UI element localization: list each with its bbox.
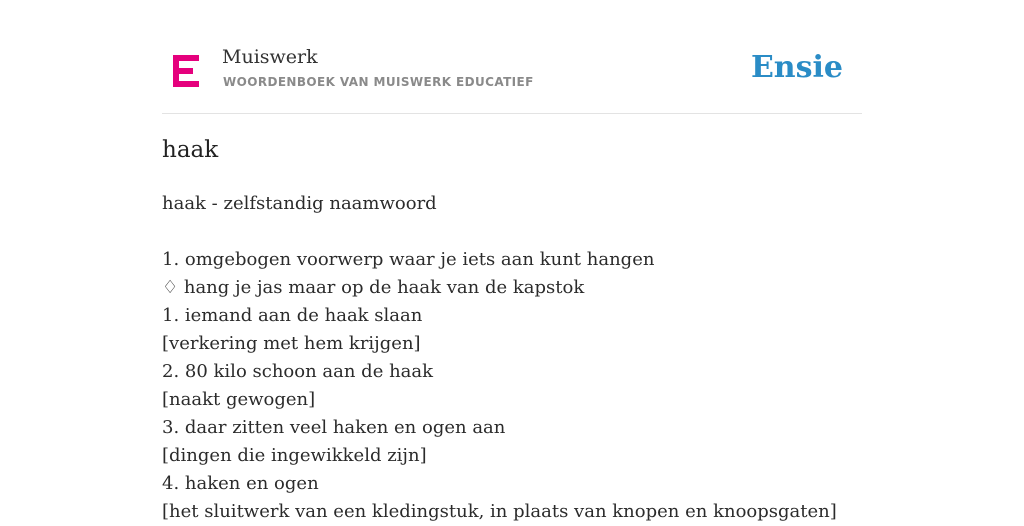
entry-line: ♢ hang je jas maar op de haak van de kapstok (162, 277, 585, 298)
entry-line: [dingen die ingewikkeld zijn] (162, 445, 427, 466)
logo-top-bar (173, 55, 199, 61)
page-title: haak (162, 137, 219, 163)
entry-body (162, 190, 862, 526)
part-of-speech-line: haak - zelfstandig naamwoord (162, 193, 437, 214)
entry-line: 1. omgebogen voorwerp waar je iets aan kunt hangen (162, 249, 655, 270)
spacer (162, 218, 862, 246)
page-container (162, 0, 862, 522)
entry-line: 1. iemand aan de haak slaan (162, 305, 423, 326)
logo-bottom-bar (173, 81, 199, 87)
site-name[interactable]: Muiswerk (222, 46, 318, 68)
entry-line: 2. 80 kilo schoon aan de haak (162, 361, 434, 382)
entry-line: 3. daar zitten veel haken en ogen aan (162, 417, 506, 438)
ensie-brand-link[interactable]: Ensie (750, 50, 843, 85)
entry-line: [het sluitwerk van een kledingstuk, in plaats van knopen en knoopsgaten] (162, 501, 837, 522)
logo-middle-bar (173, 68, 193, 74)
entry-line: [verkering met hem krijgen] (162, 333, 421, 354)
site-header (162, 0, 862, 114)
site-subtitle: WOORDENBOEK VAN MUISWERK EDUCATIEF (223, 75, 534, 89)
muiswerk-logo-icon[interactable] (173, 55, 199, 87)
entry-line: [naakt gewogen] (162, 389, 316, 410)
entry-line: 4. haken en ogen (162, 473, 319, 494)
